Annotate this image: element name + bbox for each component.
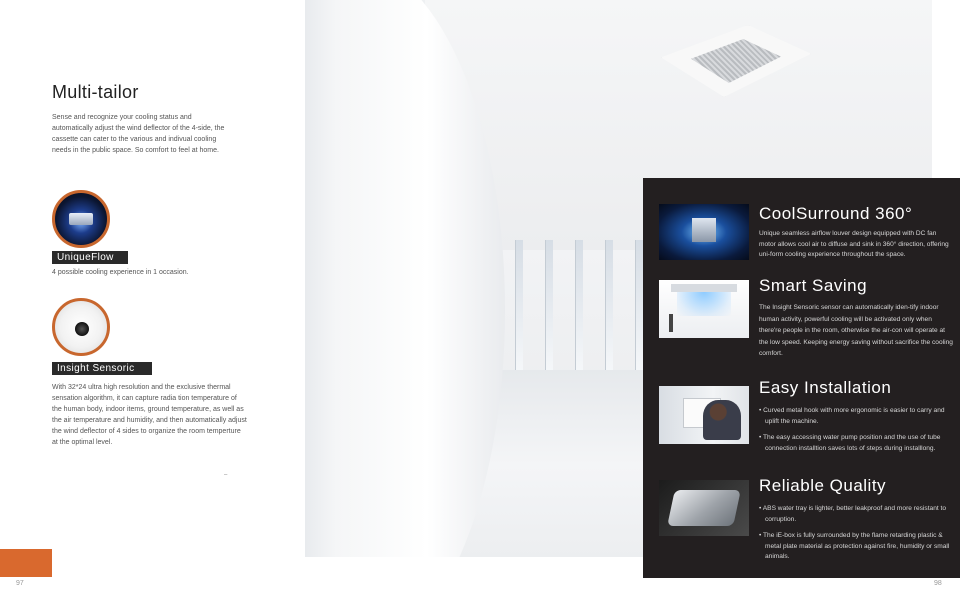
person-icon <box>669 314 673 332</box>
features-panel <box>643 178 960 578</box>
smart-saving-text: The Insight Sensoric sensor can automatically iden-tify indoor human activity, powerful cooling will be activated only when there're people in the room, otherwise the air-con will operate at the low speed. Keeping energy saving without sacrifice the cooling comfort. <box>759 304 953 357</box>
list-item: • The easy accessing water pump position and the use of tube connection installtion saves lots of steps during installlong. <box>759 434 941 452</box>
uniqueflow-image <box>52 190 110 248</box>
list-item: • ABS water tray is lighter, better leakproof and more resistant to corruption. <box>759 505 947 523</box>
easy-installation-list <box>759 406 954 460</box>
ceiling-cassette-unit <box>661 25 811 97</box>
page-title: Multi-tailor <box>52 82 139 102</box>
uniqueflow-label: UniqueFlow <box>52 251 128 264</box>
coolsurround-title: CoolSurround 360° <box>759 204 913 223</box>
reliable-quality-list <box>759 504 954 569</box>
accent-bar <box>0 549 52 577</box>
page-number-right: 98 <box>934 580 942 587</box>
sensor-lens-icon <box>75 322 89 336</box>
page-number-left: 97 <box>16 580 24 587</box>
installer-icon <box>703 400 741 440</box>
easy-installation-image <box>659 386 749 444</box>
cassette-unit-icon <box>69 213 93 225</box>
easy-installation-title: Easy Installation <box>759 378 892 397</box>
water-tray-icon <box>667 490 741 526</box>
insight-sensoric-image <box>52 298 110 356</box>
dash-mark: – <box>224 472 228 478</box>
insight-sensoric-description: With 32*24 ultra high resolution and the exclusive thermal sensation algorithm, it can capture radia tion temperature of the human body, indoor items, ground temperature, as well as the air temperature and humidity, and then automatically adjust the wind deflector of 4 sides to organize the room temperture at the optimal level. <box>52 384 247 446</box>
intro-paragraph: Sense and recognize your cooling status and automatically adjust the wind deflector of the 4-side, the cassette can cater to the various and indivual cooling needs in the public space. So comfort to feel at home. <box>52 114 225 154</box>
list-item: • The iE-box is fully surrounded by the flame retarding plastic & metal plate material as protection against fire, humidity or small animals. <box>759 532 950 560</box>
reliable-quality-image <box>659 480 749 536</box>
smart-saving-image <box>659 280 749 338</box>
left-page <box>0 0 305 606</box>
insight-sensoric-label: Insight Sensoric <box>52 362 152 375</box>
list-item: • Curved metal hook with more ergonomic is easier to carry and uplift the machine. <box>759 407 945 425</box>
coolsurround-text: Unique seamless airflow louver design equipped with DC fan motor allows cool air to diffuse and sink in 360° direction, offering uni-form cooling experience throughout the space. <box>759 230 949 258</box>
coolsurround-image <box>659 204 749 260</box>
uniqueflow-description: 4 possible cooling experience in 1 occasion. <box>52 269 189 276</box>
reliable-quality-title: Reliable Quality <box>759 476 887 495</box>
smart-saving-title: Smart Saving <box>759 276 868 295</box>
